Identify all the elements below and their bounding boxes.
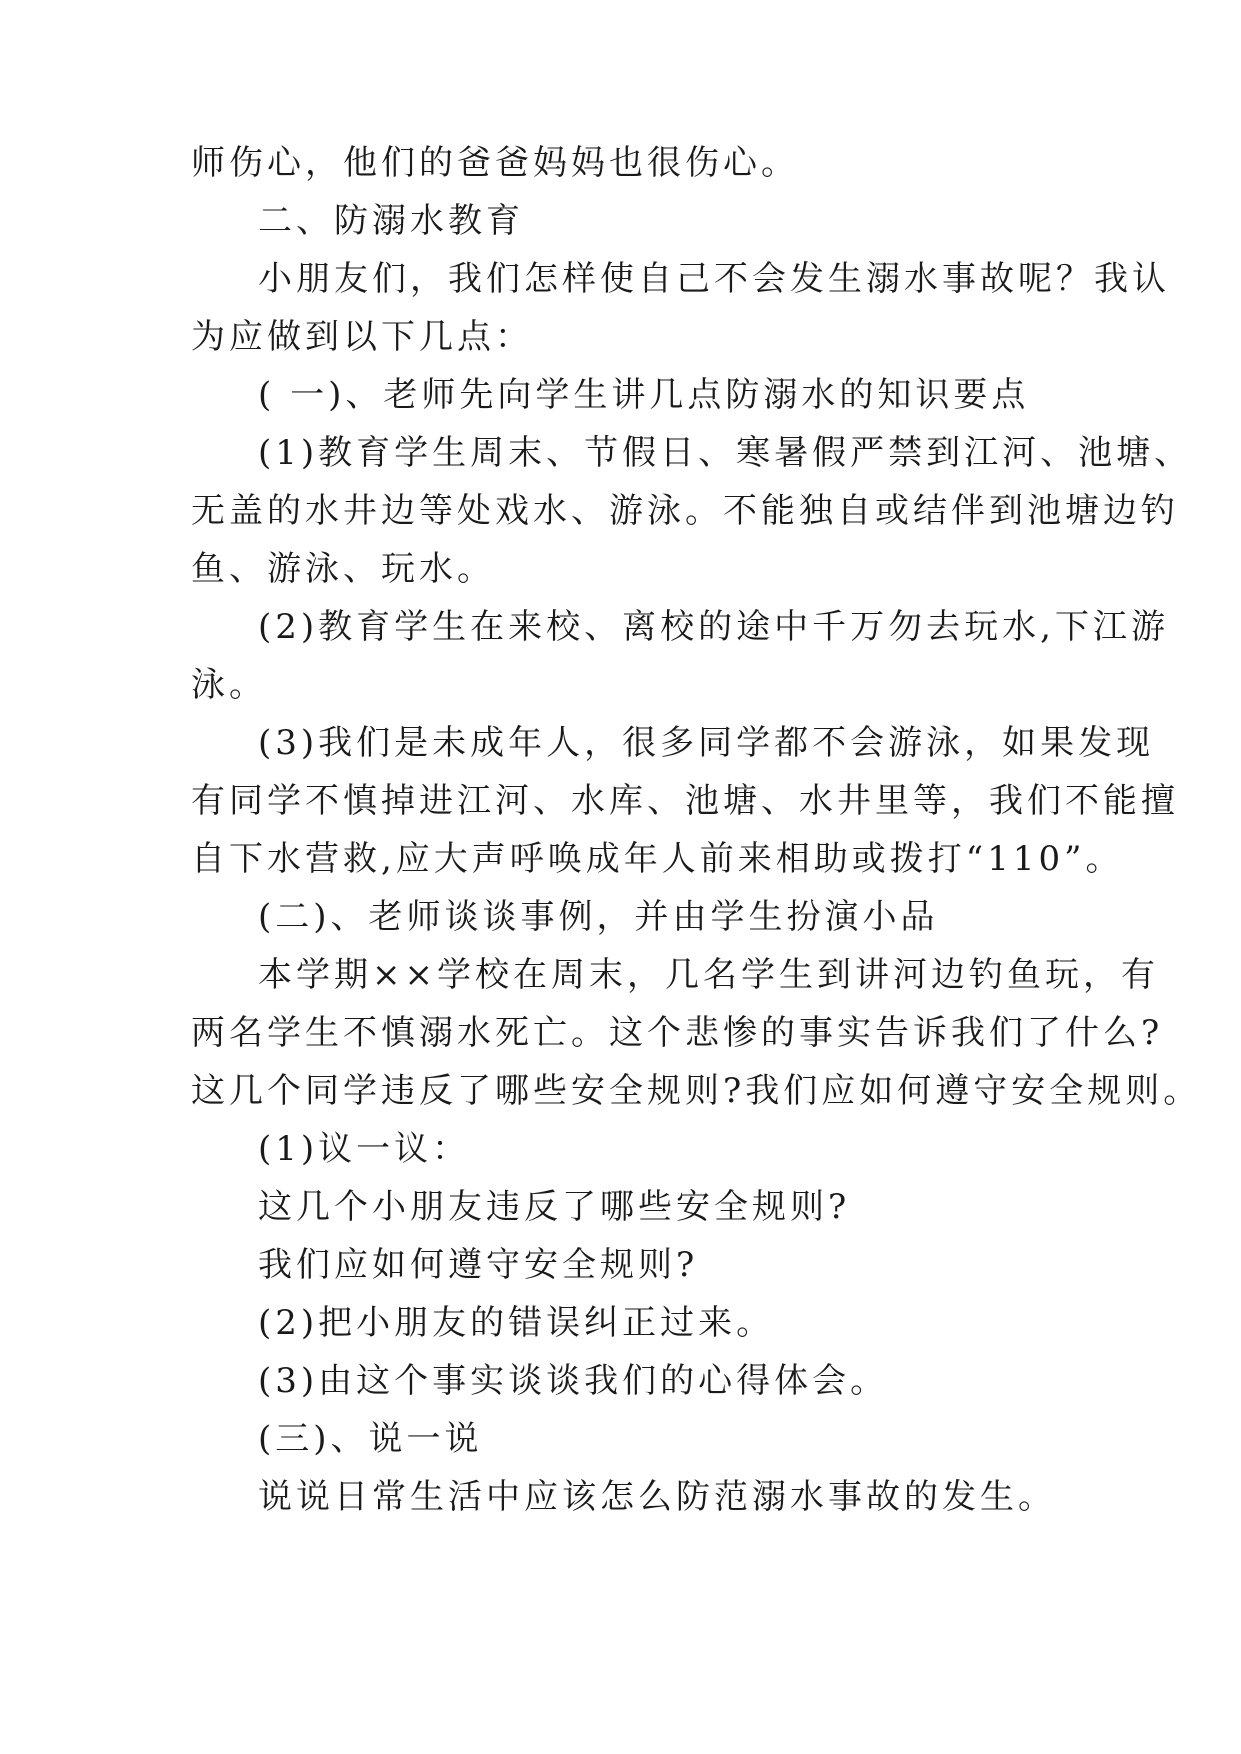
text-line: 这几个小朋友违反了哪些安全规则? [258,1187,851,1227]
text-line: 这几个同学违反了哪些安全规则?我们应如何遵守安全规则。 [191,1071,1202,1111]
text-line: (3)由这个事实谈谈我们的心得体会。 [258,1361,889,1401]
subsection-heading: (三)、说一说 [258,1419,483,1459]
text-line: 有同学不慎掉进江河、水库、池塘、水井里等，我们不能擅 [191,781,1179,821]
section-heading: 二、防溺水教育 [258,201,524,241]
text-line: (2)教育学生在来校、离校的途中千万勿去玩水,下江游 [258,607,1169,647]
text-line: 泳。 [191,665,267,705]
text-line: (2)把小朋友的错误纠正过来。 [258,1303,775,1343]
text-line: 说说日常生活中应该怎么防范溺水事故的发生。 [258,1477,1056,1517]
text-line: 两名学生不慎溺水死亡。这个悲惨的事实告诉我们了什么? [191,1013,1164,1053]
text-line: 我们应如何遵守安全规则? [258,1245,699,1285]
subsection-heading: (二)、老师谈谈事例，并由学生扮演小品 [258,897,939,937]
text-line: (3)我们是未成年人，很多同学都不会游泳，如果发现 [258,723,1155,763]
text-line: 鱼、游泳、玩水。 [191,549,495,589]
text-line: (1)议一议： [258,1129,471,1169]
text-line: 自下水营救,应大声呼唤成年人前来相助或拨打“110”。 [191,839,1124,879]
subsection-heading: ( 一)、老师先向学生讲几点防溺水的知识要点 [258,375,1030,415]
text-line: 本学期××学校在周末，几名学生到讲河边钓鱼玩，有 [258,955,1159,995]
text-line: 无盖的水井边等处戏水、游泳。不能独自或结伴到池塘边钓 [191,491,1179,531]
text-line: 师伤心，他们的爸爸妈妈也很伤心。 [191,143,799,183]
text-line: (1)教育学生周末、节假日、寒暑假严禁到江河、池塘、 [258,433,1193,473]
text-line: 为应做到以下几点： [191,317,533,357]
text-line: 小朋友们，我们怎样使自己不会发生溺水事故呢？我认 [258,259,1170,299]
